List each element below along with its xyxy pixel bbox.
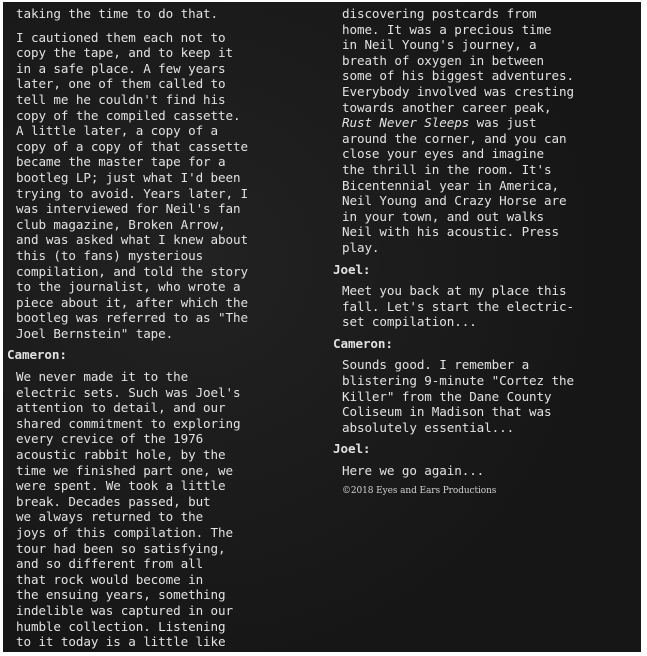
paragraph-postcards-a: discovering postcards from home. It was a precious time in Neil Young's journey, a breath of oxygen in between some of his biggest adventures. Everybody involved was cresting towards another career peak, <box>342 6 574 115</box>
paragraph-cameron-2: Sounds good. I remember a blistering 9-minute "Cortez the Killer" from the Dane County Coliseum in Madison that was absolutely essential... <box>342 357 574 435</box>
speaker-joel-2: Joel: <box>333 441 371 457</box>
right-column <box>333 6 633 497</box>
album-title-italic: Rust Never Sleeps <box>342 115 470 131</box>
paragraph-joel-1: Meet you back at my place this fall. Let's start the electric- set compilation... <box>342 283 574 330</box>
liner-notes-panel <box>3 2 641 652</box>
speaker-cameron-2: Cameron: <box>333 335 393 351</box>
paragraph-cameron-1: We never made it to the electric sets. Such was Joel's attention to detail, and our shared commitment to exploring every crevice of the 1976 acoustic rabbit hole, by the time we finished part one, we were spent. We took a little break. Decades passed, but we always returned to the joys of this compilation. The tour had been so satisfying, and so different from all that rock would become in the ensuing years, something indelible was captured in our humble collection. Listening to it today is a little like <box>16 369 241 650</box>
paragraph-postcards-b: was just around the corner, and you can close your eyes and imagine the thrill in the room. It's Bicentennial year in America, Neil Young and Crazy Horse are in your town, and out walks Neil with his acoustic. Press play. <box>342 115 567 255</box>
speaker-joel-1: Joel: <box>333 261 371 277</box>
speaker-cameron-1: Cameron: <box>7 347 67 363</box>
paragraph-intro-tail: taking the time to do that. <box>16 6 219 21</box>
paragraph-joel-2: Here we go again... <box>342 463 485 479</box>
left-column <box>7 6 317 650</box>
copyright-notice: ©2018 Eyes and Ears Productions <box>342 485 497 496</box>
paragraph-postcards <box>333 6 633 256</box>
paragraph-tape-story: I cautioned them each not to copy the tape, and to keep it in a safe place. A few years later, one of them called to tell me he couldn't find his copy of the compiled cassette. A little later, a copy of a copy of a copy of that cassette became the master tape for a bootleg LP; just what I'd been trying to avoid. Years later, I was interviewed for Neil's fan club magazine, Broken Arrow, and was asked what I knew about this (to fans) mysterious compilation, and told the story to the journalist, who wrote a piece about it, after which the bootleg was referred to as "The Joel Bernstein" tape. <box>16 29 248 341</box>
